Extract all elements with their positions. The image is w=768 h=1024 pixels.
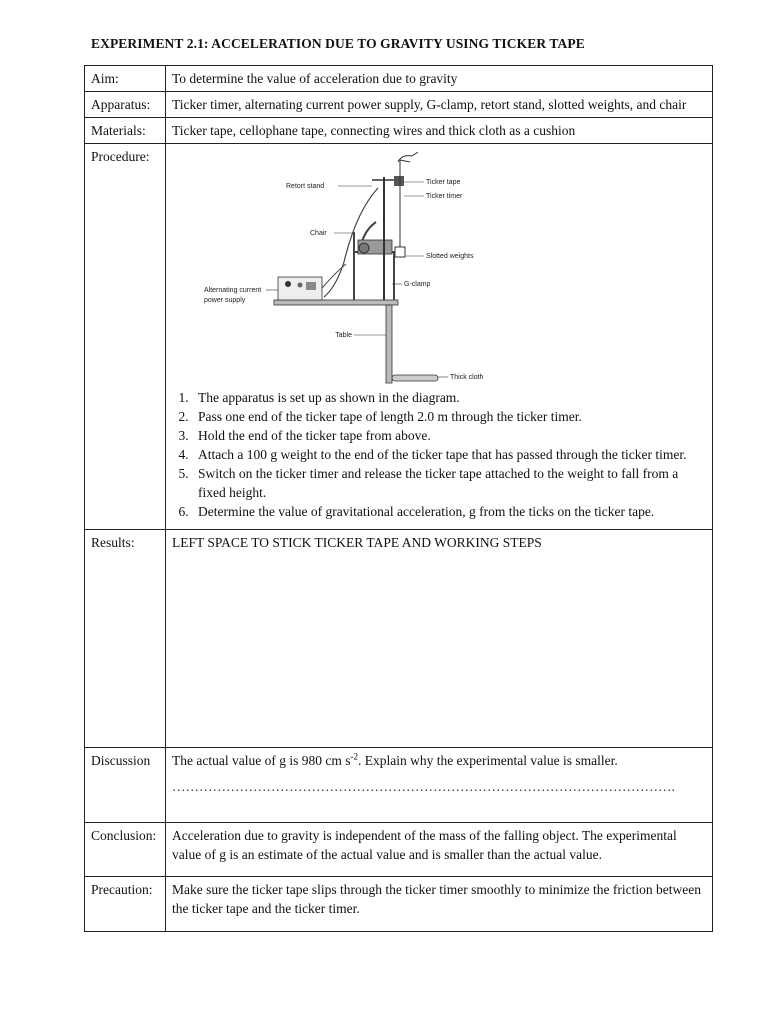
materials-row bbox=[85, 118, 713, 144]
discussion-superscript: -2 bbox=[350, 751, 358, 762]
apparatus-label: Apparatus: bbox=[85, 92, 166, 118]
precaution-text: Make sure the ticker tape slips through the ticker timer smoothly to minimize the friction between the ticker tape and the ticker timer. bbox=[166, 877, 713, 932]
conclusion-text: Acceleration due to gravity is independent of the mass of the falling object. The experimental value of g is an estimate of the actual value and is smaller than the actual value. bbox=[166, 823, 713, 877]
procedure-content bbox=[166, 144, 713, 530]
table-leg bbox=[386, 305, 392, 383]
label-power-supply-2: power supply bbox=[204, 297, 246, 304]
results-text: LEFT SPACE TO STICK TICKER TAPE AND WORKING STEPS bbox=[166, 530, 713, 748]
discussion-question bbox=[172, 751, 706, 770]
answer-dotted-line[interactable]: …………………………………………………………………………………………………. bbox=[172, 779, 675, 794]
procedure-step: 2. Pass one end of the ticker tape of length 2.0 m through the ticker timer. bbox=[192, 407, 706, 426]
label-retort-stand: Retort stand bbox=[286, 183, 325, 190]
aim-text: To determine the value of acceleration due to gravity bbox=[166, 66, 713, 92]
discussion-row bbox=[85, 748, 713, 823]
discussion-text-after: . Explain why the experimental value is smaller. bbox=[357, 753, 618, 768]
materials-label: Materials: bbox=[85, 118, 166, 144]
slotted-weights bbox=[395, 247, 405, 257]
procedure-step: 5. Switch on the ticker timer and release the ticker tape attached to the weight to fall from a fixed height. bbox=[192, 464, 706, 502]
table-top bbox=[274, 300, 398, 305]
materials-text: Ticker tape, cellophane tape, connecting wires and thick cloth as a cushion bbox=[166, 118, 713, 144]
results-row bbox=[85, 530, 713, 748]
chair bbox=[354, 222, 394, 300]
procedure-row bbox=[85, 144, 713, 530]
results-label: Results: bbox=[85, 530, 166, 748]
page-title: EXPERIMENT 2.1: ACCELERATION DUE TO GRAVITY USING TICKER TAPE bbox=[91, 36, 585, 51]
label-slotted-weights: Slotted weights bbox=[426, 253, 474, 260]
label-ticker-timer: Ticker timer bbox=[426, 193, 463, 200]
conclusion-row bbox=[85, 823, 713, 877]
aim-row bbox=[85, 66, 713, 92]
discussion-text-before: The actual value of g is 980 cm s bbox=[172, 753, 351, 768]
label-power-supply-1: Alternating current bbox=[204, 287, 262, 294]
discussion-content bbox=[166, 748, 713, 823]
conclusion-label: Conclusion: bbox=[85, 823, 166, 877]
apparatus-diagram bbox=[186, 152, 516, 384]
label-table: Table bbox=[335, 332, 352, 339]
label-g-clamp: G-clamp bbox=[404, 281, 431, 288]
procedure-step: 1. The apparatus is set up as shown in the diagram. bbox=[192, 388, 706, 407]
procedure-label: Procedure: bbox=[85, 144, 166, 530]
procedure-steps bbox=[172, 388, 706, 521]
hand-icon bbox=[398, 152, 418, 162]
procedure-step: 6. Determine the value of gravitational acceleration, g from the ticks on the ticker tape. bbox=[192, 502, 706, 521]
aim-label: Aim: bbox=[85, 66, 166, 92]
label-thick-cloth: Thick cloth bbox=[450, 374, 484, 381]
precaution-label: Precaution: bbox=[85, 877, 166, 932]
ticker-timer bbox=[394, 176, 404, 186]
label-chair: Chair bbox=[310, 230, 327, 237]
apparatus-text: Ticker timer, alternating current power supply, G-clamp, retort stand, slotted weights, and chair bbox=[166, 92, 713, 118]
thick-cloth bbox=[392, 375, 438, 381]
procedure-step: 3. Hold the end of the ticker tape from above. bbox=[192, 426, 706, 445]
label-ticker-tape: Ticker tape bbox=[426, 179, 461, 186]
experiment-table bbox=[84, 65, 713, 932]
discussion-label: Discussion bbox=[85, 748, 166, 823]
precaution-row bbox=[85, 877, 713, 932]
apparatus-row bbox=[85, 92, 713, 118]
procedure-step: 4. Attach a 100 g weight to the end of the ticker tape that has passed through the ticker timer. bbox=[192, 445, 706, 464]
